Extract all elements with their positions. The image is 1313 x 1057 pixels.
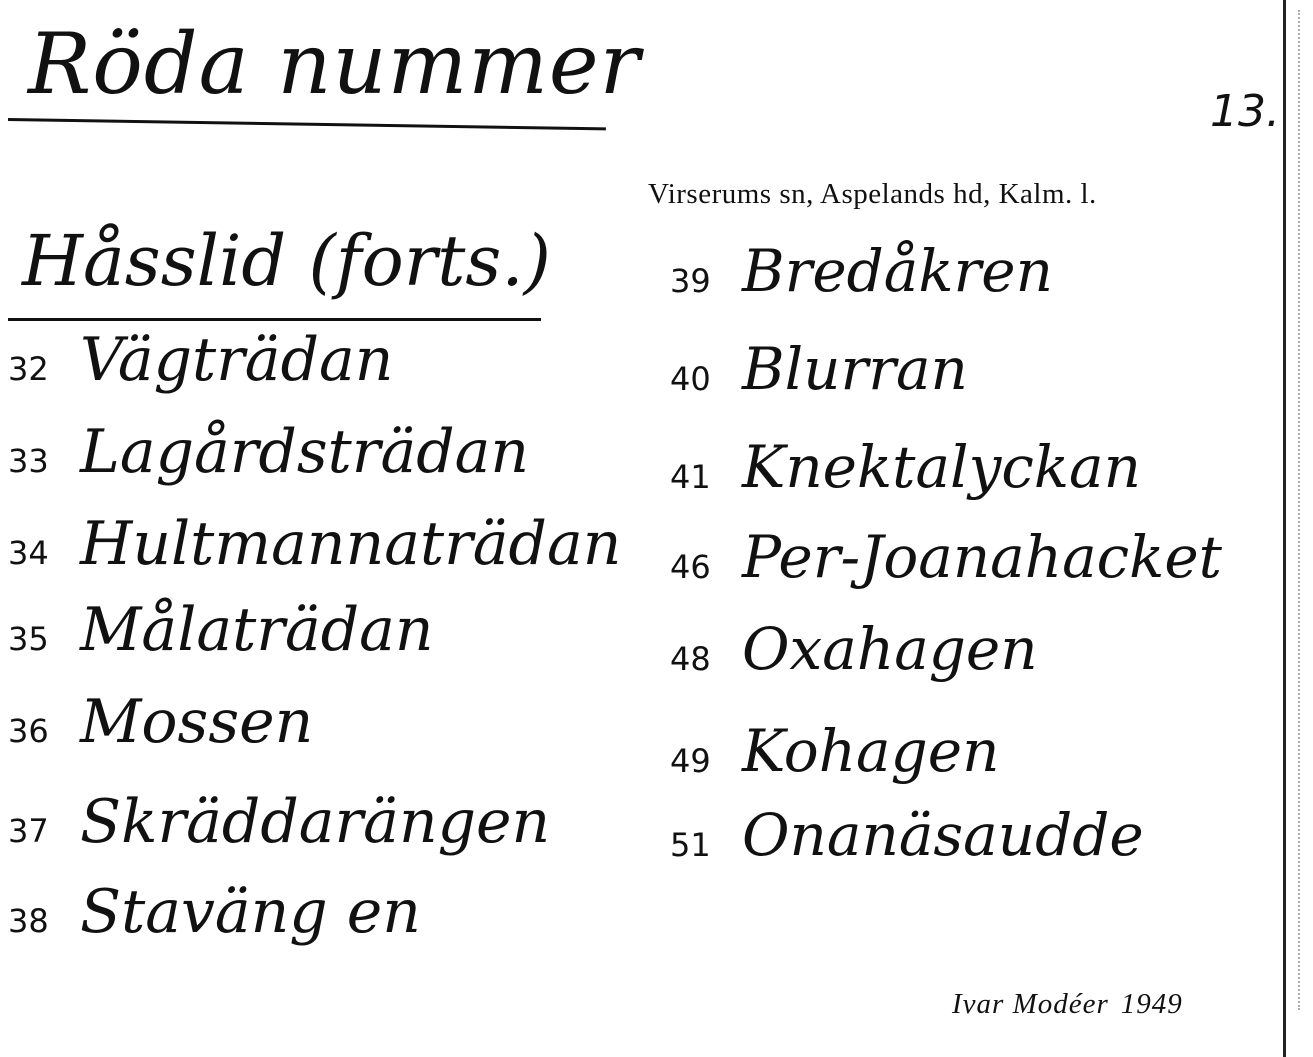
card-right-border: [1283, 0, 1286, 1057]
signature: [952, 988, 1183, 1021]
entry-name: Lagårdsträdan: [80, 417, 530, 487]
signature-name: Ivar Modéer: [952, 988, 1109, 1020]
card-edge-speckle: [1298, 10, 1302, 1010]
entry-name: Mossen: [80, 687, 314, 757]
entry-number: 36: [8, 712, 49, 750]
left-entry-list: [8, 325, 622, 1010]
entry-name: Blurran: [742, 335, 968, 403]
entry-name: Vägträdan: [80, 325, 394, 395]
entry-number: 38: [8, 902, 49, 940]
entry-number: 37: [8, 812, 49, 850]
location-line: Virserums sn, Aspelands hd, Kalm. l.: [648, 178, 1097, 210]
entry-number: 49: [670, 742, 711, 780]
entry-name: Bredåkren: [742, 237, 1053, 305]
right-entry-list: [670, 228, 1270, 908]
entry-name: Målaträdan: [80, 595, 434, 665]
entry-number: 33: [8, 442, 49, 480]
page-number: 13.: [1210, 86, 1280, 137]
entry-number: 39: [670, 262, 711, 300]
signature-year: 1949: [1120, 988, 1183, 1020]
entry-number: 46: [670, 548, 711, 586]
entry-number: 41: [670, 458, 711, 496]
entry-number: 32: [8, 350, 49, 388]
entry-name: Kohagen: [742, 717, 1000, 785]
entry-number: 35: [8, 620, 49, 658]
entry-number: 51: [670, 826, 711, 864]
entry-number: 48: [670, 640, 711, 678]
entry-name: Per-Joanahacket: [742, 523, 1222, 591]
section-heading: Håsslid (forts.): [22, 220, 551, 302]
entry-name: Hultmannaträdan: [80, 509, 622, 579]
section-underline: [8, 318, 541, 321]
entry-name: Oxahagen: [742, 615, 1038, 683]
entry-name: Knektalyckan: [742, 433, 1141, 501]
title-underline: [8, 118, 606, 130]
card-title: Röda nummer: [28, 15, 641, 113]
entry-name: Onanäsaudde: [742, 801, 1144, 869]
entry-name: Skräddarängen: [80, 787, 551, 857]
entry-name: Staväng en: [80, 877, 421, 947]
entry-number: 40: [670, 360, 711, 398]
entry-number: 34: [8, 534, 49, 572]
